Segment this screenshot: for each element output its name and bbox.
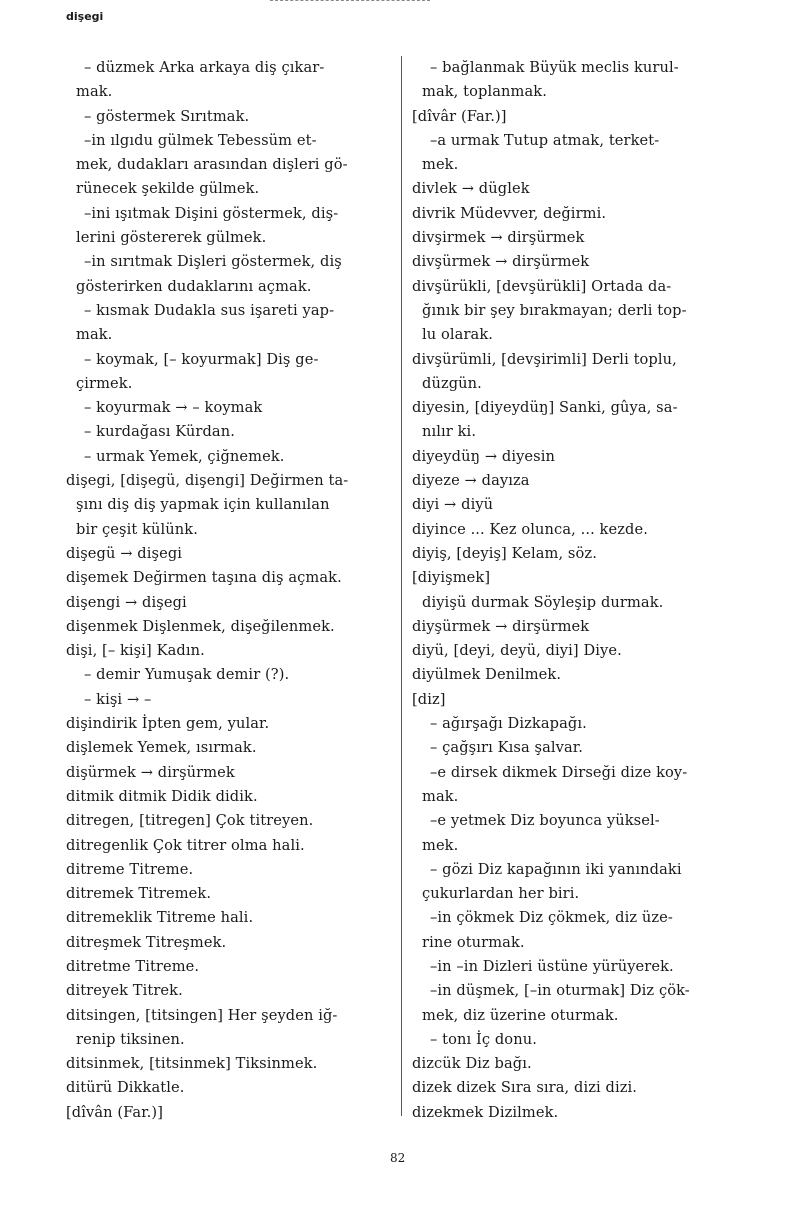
dictionary-line: gösterirken dudaklarını açmak. [76, 277, 312, 295]
dictionary-line: diyşürmek → dirşürmek [412, 617, 590, 635]
dictionary-line: diyülmek Denilmek. [412, 666, 562, 684]
dictionary-line: diyiş, [deyiş] Kelam, söz. [412, 544, 597, 562]
dictionary-line: –in düşmek, [–in oturmak] Diz çök- [430, 982, 690, 1000]
dictionary-line: dişindirik İpten gem, yular. [66, 715, 270, 733]
dictionary-line: bir çeşit külünk. [76, 520, 198, 538]
dictionary-line: [dîvân (Far.)] [66, 1103, 164, 1121]
dictionary-line: diyeydüŋ → diyesin [412, 447, 556, 465]
dictionary-line: – göstermek Sırıtmak. [84, 107, 250, 125]
dictionary-line: diyesin, [diyeydüŋ] Sanki, gûya, sa- [412, 399, 678, 417]
dictionary-line: ditreyek Titrek. [66, 982, 183, 1000]
dictionary-line: ditsinmek, [titsinmek] Tiksinmek. [66, 1055, 318, 1073]
dictionary-line: –in –in Dizleri üstüne yürüyerek. [430, 957, 674, 975]
dictionary-line: [diyişmek] [412, 569, 491, 587]
dictionary-line: [diz] [412, 690, 446, 708]
dictionary-line: –in ılgıdu gülmek Tebessüm et- [84, 131, 317, 149]
dictionary-line: dişlemek Yemek, ısırmak. [66, 739, 257, 757]
dictionary-line: ditreşmek Titreşmek. [66, 933, 227, 951]
dictionary-line: divşürükli, [devşürükli] Ortada da- [412, 277, 672, 295]
top-rule [270, 0, 430, 3]
dictionary-line: mak. [422, 787, 459, 805]
dictionary-line: – ağırşağı Dizkapağı. [430, 715, 587, 733]
dictionary-line: –a urmak Tutup atmak, terket- [430, 131, 660, 149]
dictionary-line: dişegü → dişegi [66, 544, 183, 562]
dictionary-line: mak. [76, 83, 113, 101]
dictionary-line: mak. [76, 326, 113, 344]
dictionary-line: –e yetmek Diz boyunca yüksel- [430, 812, 660, 830]
dictionary-line: dişemek Değirmen taşına diş açmak. [66, 569, 342, 587]
dictionary-line: mek. [422, 156, 459, 174]
dictionary-line: ditremeklik Titreme hali. [66, 909, 254, 927]
dictionary-line: – kişi → – [84, 690, 152, 708]
dictionary-line: lu olarak. [422, 326, 494, 344]
dictionary-line: lerini göstererek gülmek. [76, 229, 267, 247]
dictionary-line: çirmek. [76, 374, 133, 392]
dictionary-line: – kısmak Dudakla sus işareti yap- [84, 301, 335, 319]
dictionary-line: çukurlardan her biri. [422, 885, 580, 903]
dictionary-line: dişi, [– kişi] Kadın. [66, 642, 205, 660]
dictionary-line: –e dirsek dikmek Dirseği dize koy- [430, 763, 688, 781]
dictionary-line: dizek dizek Sıra sıra, dizi dizi. [412, 1079, 638, 1097]
dictionary-line: [dîvâr (Far.)] [412, 107, 507, 125]
dictionary-line: mak, toplanmak. [422, 83, 547, 101]
right-column [412, 56, 742, 1125]
dictionary-line: – çağşırı Kısa şalvar. [430, 739, 584, 757]
dictionary-line: şını diş diş yapmak için kullanılan [76, 496, 330, 514]
dictionary-line: divşürmek → dirşürmek [412, 253, 590, 271]
dictionary-line: renip tiksinen. [76, 1030, 185, 1048]
dictionary-line: ditmik ditmik Didik didik. [66, 787, 258, 805]
dictionary-line: – gözi Diz kapağının iki yanındaki [430, 860, 682, 878]
dictionary-line: dişengi → dişegi [66, 593, 187, 611]
dictionary-line: dişegi, [dişegü, dişengi] Değirmen ta- [66, 472, 349, 490]
dictionary-line: rünecek şekilde gülmek. [76, 180, 260, 198]
dictionary-line: – urmak Yemek, çiğnemek. [84, 447, 285, 465]
dictionary-line: ğınık bir şey bırakmayan; derli top- [422, 301, 687, 319]
dictionary-line: ditürü Dikkatle. [66, 1079, 185, 1097]
dictionary-line: – demir Yumuşak demir (?). [84, 666, 290, 684]
dictionary-line: dişenmek Dişlenmek, dişeğilenmek. [66, 617, 335, 635]
dictionary-line: düzgün. [422, 374, 482, 392]
dictionary-line: diyeze → dayıza [412, 472, 530, 490]
dictionary-line: ditregenlik Çok titrer olma hali. [66, 836, 305, 854]
dictionary-line: – düzmek Arka arkaya diş çıkar- [84, 59, 325, 76]
left-column [66, 56, 390, 1125]
dictionary-line: divrik Müdevver, değirmi. [412, 204, 607, 222]
dictionary-line: – kurdağası Kürdan. [84, 423, 235, 441]
dictionary-line: ditsingen, [titsingen] Her şeyden iğ- [66, 1006, 338, 1024]
column-divider [401, 56, 402, 1116]
dictionary-line: ditremek Titremek. [66, 885, 212, 903]
dictionary-line: ditretme Titreme. [66, 957, 200, 975]
dictionary-line: – koyurmak → – koymak [84, 399, 263, 417]
dictionary-line: dişürmek → dirşürmek [66, 763, 235, 781]
dictionary-line: diyince ... Kez olunca, ... kezde. [412, 520, 648, 538]
running-head: dişegi [66, 10, 104, 23]
dictionary-line: –in çökmek Diz çökmek, diz üze- [430, 909, 673, 927]
dictionary-line: divşirmek → dirşürmek [412, 229, 585, 247]
dictionary-line: mek, dudakları arasından dişleri gö- [76, 156, 348, 174]
dictionary-line: diyi → diyü [412, 496, 494, 514]
dictionary-line: – bağlanmak Büyük meclis kurul- [430, 59, 679, 76]
dictionary-line: ditreme Titreme. [66, 860, 194, 878]
dictionary-line: mek, diz üzerine oturmak. [422, 1006, 619, 1024]
dictionary-line: mek. [422, 836, 459, 854]
dictionary-line: divlek → düglek [412, 180, 530, 198]
dictionary-line: dizekmek Dizilmek. [412, 1103, 559, 1121]
page-number: 82 [390, 1151, 406, 1165]
dictionary-line: nılır ki. [422, 423, 477, 441]
dictionary-line: – koymak, [– koyurmak] Diş ge- [84, 350, 319, 368]
dictionary-line: ditregen, [titregen] Çok titreyen. [66, 812, 314, 830]
dictionary-line: – tonı İç donu. [430, 1030, 537, 1048]
dictionary-line: –in sırıtmak Dişleri göstermek, diş [84, 253, 342, 271]
dictionary-line: –ini ışıtmak Dişini göstermek, diş- [84, 204, 339, 222]
dictionary-line: divşürümli, [devşirimli] Derli toplu, [412, 350, 677, 368]
dictionary-line: diyişü durmak Söyleşip durmak. [422, 593, 664, 611]
dictionary-line: rine oturmak. [422, 933, 525, 951]
dictionary-line: dizcük Diz bağı. [412, 1055, 532, 1073]
dictionary-line: diyü, [deyi, deyü, diyi] Diye. [412, 642, 622, 660]
